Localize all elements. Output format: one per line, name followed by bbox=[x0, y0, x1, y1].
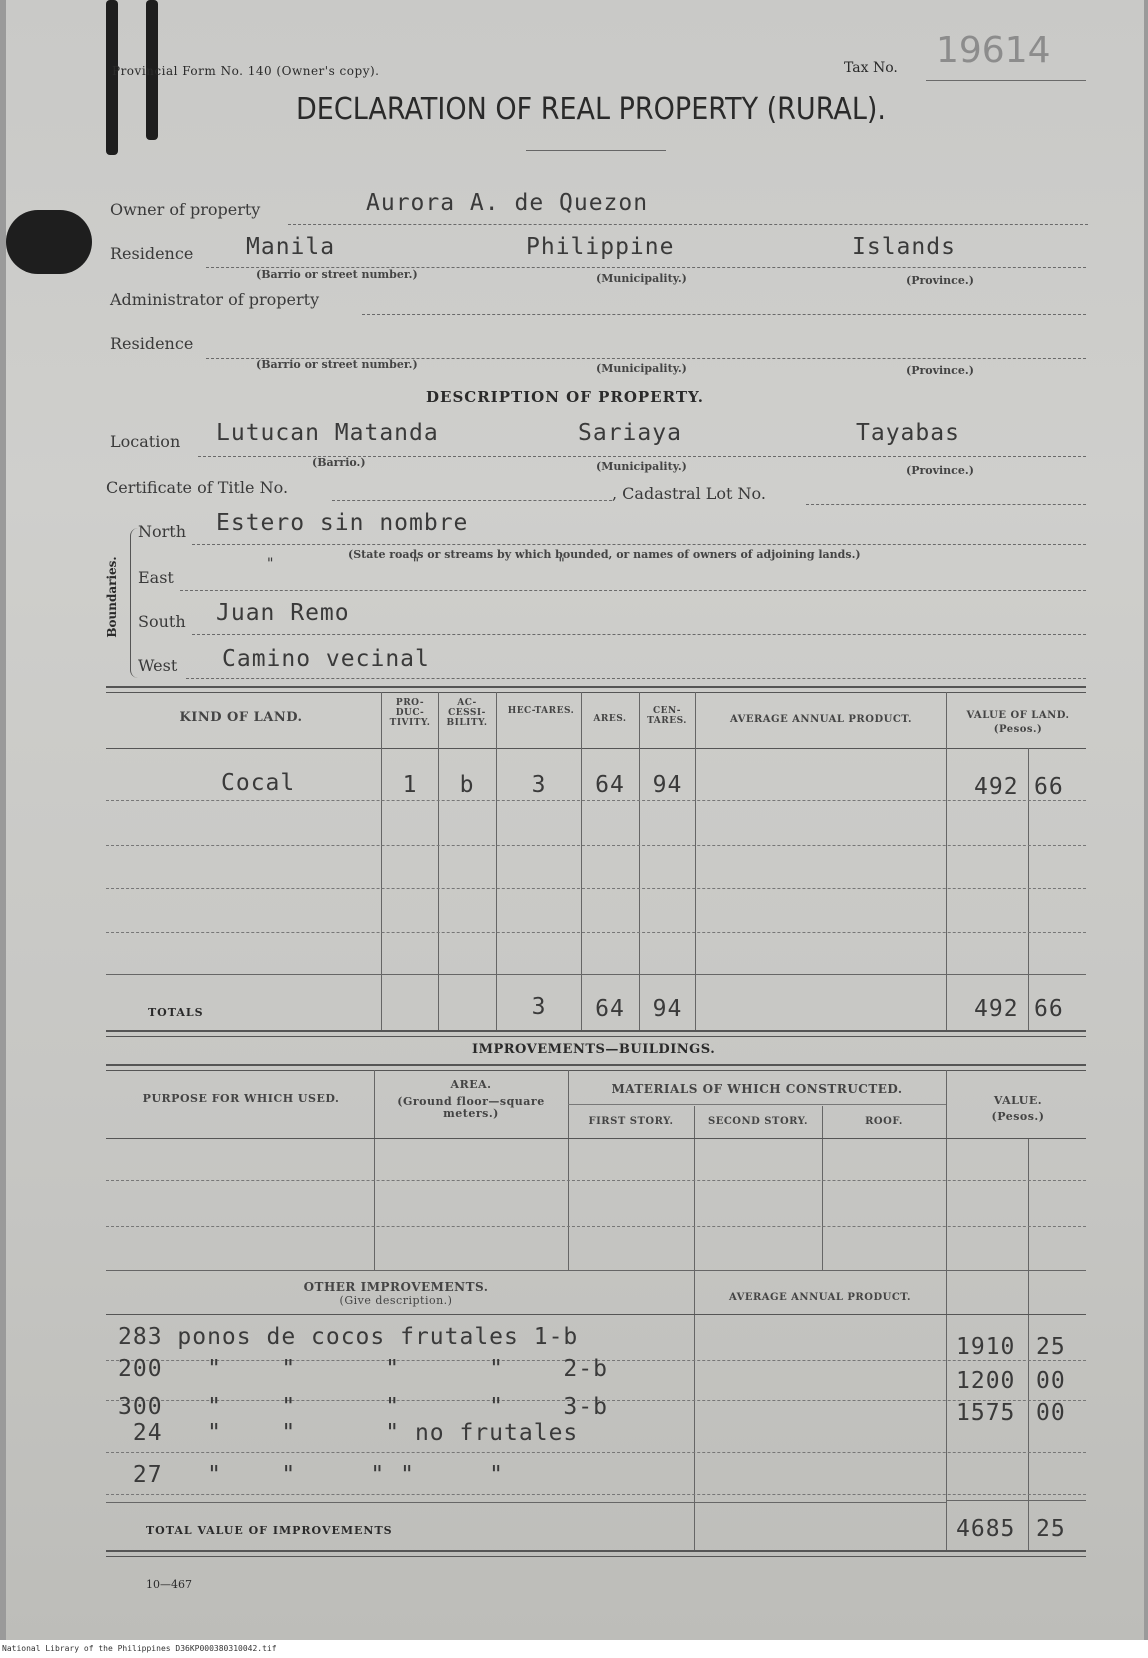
other-product: AVERAGE ANNUAL PRODUCT. bbox=[729, 1292, 911, 1303]
caption-province-2: (Province.) bbox=[906, 364, 974, 377]
buildings-heading: IMPROVEMENTS—BUILDINGS. bbox=[472, 1042, 716, 1057]
form-code: 10—467 bbox=[146, 1578, 192, 1591]
col-product: AVERAGE ANNUAL PRODUCT. bbox=[730, 714, 912, 725]
totals-value-cents: 66 bbox=[1034, 996, 1064, 1022]
totals-centares: 94 bbox=[652, 996, 683, 1022]
residence2-label: Residence bbox=[110, 334, 194, 353]
other-row-3-pesos: 1575 bbox=[956, 1400, 1016, 1426]
land-value-cents: 66 bbox=[1034, 774, 1064, 800]
other-sub: (Give description.) bbox=[339, 1294, 453, 1307]
location-barrio: Lutucan Matanda bbox=[216, 420, 439, 446]
other-row-2-desc: 200 " " " " 2-b bbox=[118, 1356, 608, 1382]
tax-number: 19614 bbox=[936, 30, 1051, 71]
col-value: VALUE OF LAND. bbox=[966, 710, 1070, 721]
administrator-label: Administrator of property bbox=[110, 290, 320, 309]
col-kind: KIND OF LAND. bbox=[179, 710, 303, 725]
col-centares: CEN-TARES. bbox=[647, 706, 687, 726]
col-ares: ARES. bbox=[593, 714, 627, 724]
owner-label: Owner of property bbox=[110, 200, 261, 219]
other-row-3-cents: 00 bbox=[1036, 1400, 1066, 1426]
totals-ares: 64 bbox=[595, 996, 625, 1022]
west-label: West bbox=[138, 656, 178, 675]
col-second-story: SECOND STORY. bbox=[707, 1116, 808, 1127]
col-area: AREA. bbox=[450, 1078, 492, 1091]
east-value: " " " bbox=[266, 556, 594, 572]
location-label: Location bbox=[110, 432, 181, 451]
cadastral-label: , Cadastral Lot No. bbox=[612, 484, 766, 503]
tax-label: Tax No. bbox=[844, 60, 898, 76]
col-bldg-value-unit: (Pesos.) bbox=[991, 1110, 1045, 1123]
other-row-1-pesos: 1910 bbox=[956, 1334, 1016, 1360]
land-ares: 64 bbox=[595, 772, 625, 798]
other-heading: OTHER IMPROVEMENTS. bbox=[303, 1280, 489, 1294]
location-province: Tayabas bbox=[856, 420, 960, 446]
land-accessibility: b bbox=[459, 772, 475, 798]
totals-hectares: 3 bbox=[531, 994, 547, 1020]
form-label: Provincial Form No. 140 (Owner's copy). bbox=[112, 64, 380, 78]
owner-value: Aurora A. de Quezon bbox=[366, 190, 649, 216]
archive-caption: National Library of the Philippines D36KP000380310042.tif bbox=[0, 1640, 1148, 1658]
col-accessibility: AC-CESSI-BILITY. bbox=[446, 698, 488, 728]
title-cert-label: Certificate of Title No. bbox=[106, 478, 289, 497]
col-materials: MATERIALS OF WHICH CONSTRUCTED. bbox=[611, 1082, 903, 1096]
col-first-story: FIRST STORY. bbox=[588, 1116, 674, 1127]
boundaries-note: (State roads or streams by which bounded, or names of owners of adjoining lands.) bbox=[348, 548, 861, 561]
other-row-1-desc: 283 ponos de cocos frutales 1-b bbox=[118, 1324, 579, 1350]
north-value: Estero sin nombre bbox=[216, 510, 469, 536]
ink-blot bbox=[6, 210, 92, 274]
col-productivity: PRO-DUC-TIVITY. bbox=[389, 698, 431, 728]
other-row-3-desc: 300 " " " " 3-b bbox=[118, 1394, 608, 1420]
location-municipality: Sariaya bbox=[578, 420, 682, 446]
col-value-unit: (Pesos.) bbox=[993, 724, 1043, 735]
caption-municipality: (Municipality.) bbox=[596, 272, 687, 285]
total-improvements-label: TOTAL VALUE OF IMPROVEMENTS bbox=[146, 1524, 393, 1537]
other-row-2-pesos: 1200 bbox=[956, 1368, 1016, 1394]
south-label: South bbox=[138, 612, 186, 631]
other-row-2-cents: 00 bbox=[1036, 1368, 1066, 1394]
document-page bbox=[6, 0, 1144, 1640]
north-label: North bbox=[138, 522, 187, 541]
caption-province: (Province.) bbox=[906, 274, 974, 287]
land-kind: Cocal bbox=[221, 770, 296, 796]
west-value: Camino vecinal bbox=[222, 646, 430, 672]
caption-municipality-3: (Municipality.) bbox=[596, 460, 687, 473]
col-roof: ROOF. bbox=[865, 1116, 903, 1127]
residence-street: Manila bbox=[246, 234, 336, 260]
description-heading: DESCRIPTION OF PROPERTY. bbox=[426, 388, 704, 406]
residence-province: Islands bbox=[852, 234, 956, 260]
col-purpose: PURPOSE FOR WHICH USED. bbox=[142, 1092, 340, 1105]
totals-label: TOTALS bbox=[148, 1006, 204, 1019]
caption-barrio: (Barrio.) bbox=[312, 456, 366, 469]
totals-value-pesos: 492 bbox=[974, 996, 1019, 1022]
other-row-5-desc: 27 " " " " " bbox=[118, 1462, 505, 1488]
caption-street-2: (Barrio or street number.) bbox=[256, 358, 418, 371]
caption-street: (Barrio or street number.) bbox=[256, 268, 418, 281]
east-label: East bbox=[138, 568, 174, 587]
residence-municipality: Philippine bbox=[526, 234, 675, 260]
other-row-4-desc: 24 " " " no frutales bbox=[118, 1420, 579, 1446]
col-bldg-value: VALUE. bbox=[993, 1094, 1043, 1107]
total-improvements-cents: 25 bbox=[1036, 1516, 1066, 1542]
land-centares: 94 bbox=[652, 772, 683, 798]
south-value: Juan Remo bbox=[216, 600, 350, 626]
other-row-1-cents: 25 bbox=[1036, 1334, 1066, 1360]
page-title: DECLARATION OF REAL PROPERTY (RURAL). bbox=[296, 92, 886, 127]
col-hectares: HEC-TARES. bbox=[507, 706, 575, 716]
land-hectares: 3 bbox=[531, 772, 547, 798]
total-improvements-pesos: 4685 bbox=[956, 1516, 1016, 1542]
caption-municipality-2: (Municipality.) bbox=[596, 362, 687, 375]
col-area-sub: (Ground floor—square meters.) bbox=[397, 1095, 545, 1120]
land-productivity: 1 bbox=[402, 772, 418, 798]
land-value-pesos: 492 bbox=[974, 774, 1019, 800]
residence-label: Residence bbox=[110, 244, 194, 263]
caption-province-3: (Province.) bbox=[906, 464, 974, 477]
boundaries-side-label: Boundaries. bbox=[105, 556, 119, 638]
